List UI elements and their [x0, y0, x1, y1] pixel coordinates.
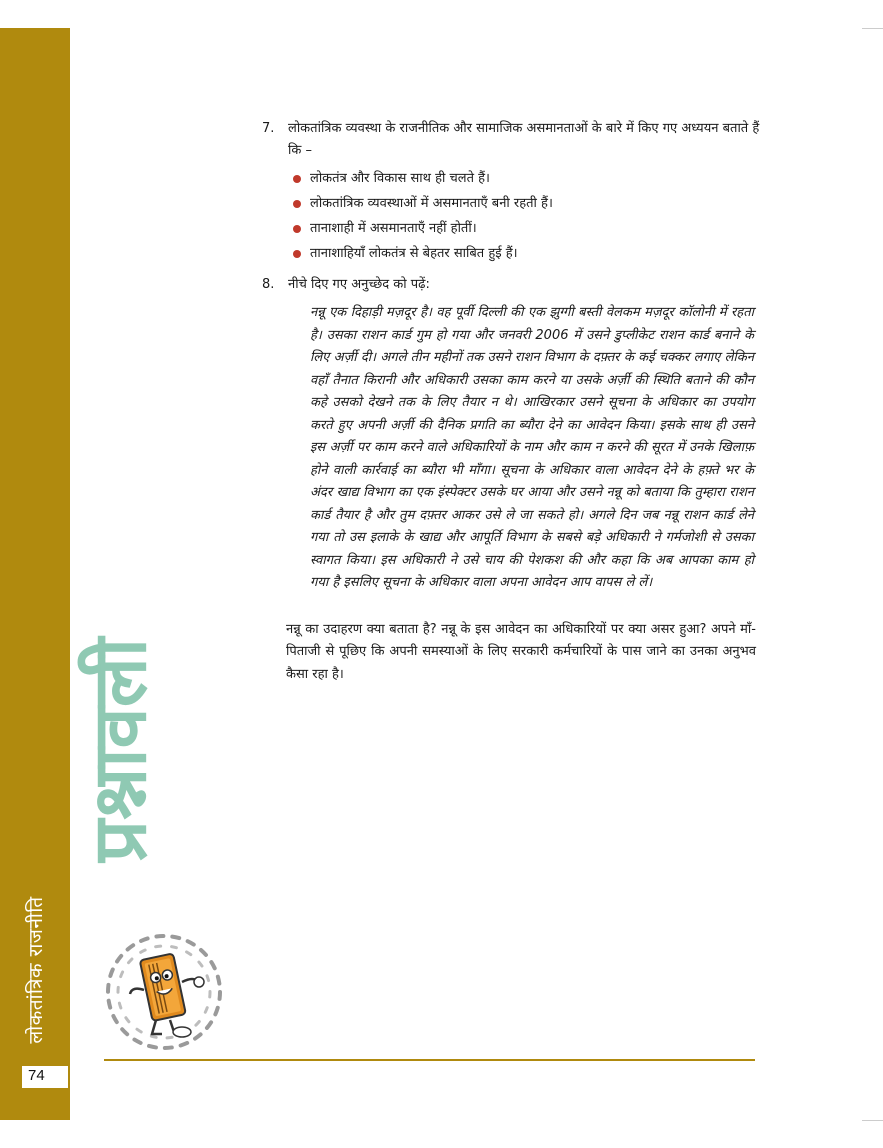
list-item: [288, 241, 762, 266]
option-text: लोकतंत्र और विकास साथ ही चलते हैं।: [310, 171, 490, 186]
list-item: [288, 166, 762, 191]
question-number: 7.: [262, 121, 275, 136]
crop-mark-bottom-right: [862, 1120, 883, 1121]
footer-rule: [104, 1059, 755, 1061]
question-text: नीचे दिए गए अनुच्छेद को पढ़ें:: [288, 277, 430, 292]
questions-content: [262, 118, 762, 686]
options-list: [288, 166, 762, 266]
bullet-icon: [293, 200, 301, 208]
mascot-illustration-icon: [100, 928, 228, 1056]
list-item: [288, 191, 762, 216]
reading-passage: नन्नू एक दिहाड़ी मज़दूर है। वह पूर्वी दिल्ली की एक झुग्गी बस्ती वेलकम मज़दूर कॉलोनी में रहता है। उसका राशन कार्ड गुम हो गया और जनवरी 2006 में उसने डुप्लीकेट राशन कार्ड बनाने के लिए अर्ज़ी दी। अगले तीन महीनों तक उसने राशन विभाग के दफ़्तर के कई चक्कर लगाए लेकिन वहाँ तैनात किरानी और अधिकारी उसका काम करने या उसके अर्ज़ी की स्थिति बताने की कौन कहे उसको देखने तक के लिए तैयार न थे। आखिरकार उसने सूचना के अधिकार का उपयोग करते हुए अपनी अर्ज़ी की दैनिक प्रगति का ब्यौरा देने का आवेदन किया। इसके साथ ही उसने इस अर्ज़ी पर काम करने वाले अधिकारियों के नाम और काम न करने की सूरत में उनके खिलाफ़ होने वाली कार्रवाई का ब्यौरा भी माँगा। सूचना के अधिकार वाला आवेदन देने के हफ़्ते भर के अंदर खाद्य विभाग का एक इंस्पेक्टर उसके घर आया और उसने नन्नू को बताया कि तुम्हारा राशन कार्ड तैयार है और तुम दफ़्तर आकर उसे ले जा सकते हो। अगले दिन जब नन्नू राशन कार्ड लेने गया तो उस इलाके के खाद्य और आपूर्ति विभाग के सबसे बड़े अधिकारी ने गर्मजोशी से उसका स्वागत किया। इस अधिकारी ने उसे चाय की पेशकश की और कहा कि अब आपका काम हो गया है इसलिए सूचना के अधिकार वाला अपना आवेदन आप वापस ले लें।: [310, 305, 754, 590]
book-title: लोकतांत्रिक राजनीति: [25, 896, 47, 1044]
bullet-icon: [293, 250, 301, 258]
option-text: तानाशाहियाँ लोकतंत्र से बेहतर साबित हुई हैं।: [310, 246, 518, 261]
question-7: [262, 118, 762, 266]
bullet-icon: [293, 175, 301, 183]
question-text: लोकतांत्रिक व्यवस्था के राजनीतिक और सामाजिक असमानताओं के बारे में किए गए अध्ययन बताते हैं कि –: [288, 121, 760, 158]
question-number: 8.: [262, 277, 275, 292]
closing-question: नन्नू का उदाहरण क्या बताता है? नन्नू के इस आवेदन का अधिकारियों पर क्या असर हुआ? अपने माँ-पिताजी से पूछिए कि अपनी समस्याओं के लिए सरकारी कर्मचारियों के पास जाने का उनका अनुभव कैसा रहा है।: [286, 621, 756, 682]
page-number: 74: [28, 1067, 45, 1084]
list-item: [288, 216, 762, 241]
bullet-icon: [293, 225, 301, 233]
option-text: तानाशाही में असमानताएँ नहीं होतीं।: [310, 221, 477, 236]
question-8: [262, 274, 762, 296]
section-title: प्रश्नावली: [77, 637, 163, 863]
option-text: लोकतांत्रिक व्यवस्थाओं में असमानताएँ बनी रहती हैं।: [310, 196, 553, 211]
crop-mark-top-right: [862, 28, 883, 29]
